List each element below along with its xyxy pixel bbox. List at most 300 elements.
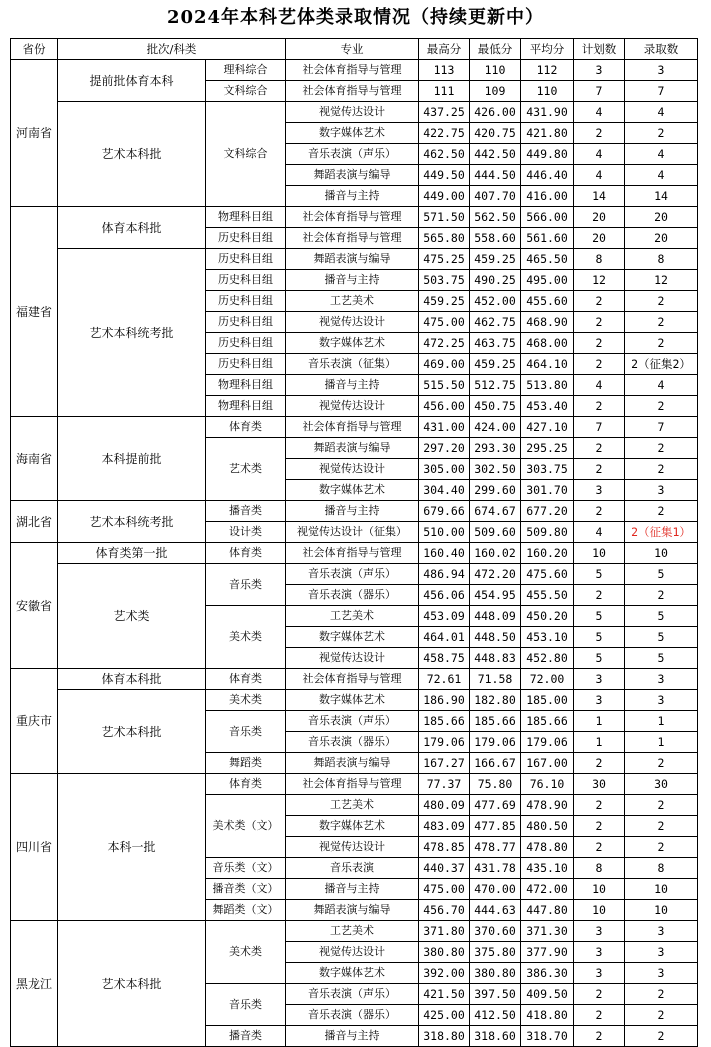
major-cell: 社会体育指导与管理	[286, 81, 419, 102]
subcategory-cell: 文科综合	[206, 81, 286, 102]
plan-count-cell: 1	[574, 732, 625, 753]
table-row	[11, 60, 698, 81]
max-score-cell: 186.90	[419, 690, 470, 711]
major-cell: 舞蹈表演与编导	[286, 165, 419, 186]
max-score-cell: 304.40	[419, 480, 470, 501]
min-score-cell: 412.50	[470, 1005, 521, 1026]
min-score-cell: 71.58	[470, 669, 521, 690]
major-cell: 播音与主持	[286, 375, 419, 396]
major-cell: 视觉传达设计	[286, 648, 419, 669]
major-cell: 音乐表演（声乐）	[286, 711, 419, 732]
province-cell: 安徽省	[11, 543, 58, 669]
major-cell: 舞蹈表演与编导	[286, 753, 419, 774]
max-score-cell: 77.37	[419, 774, 470, 795]
subcategory-cell: 舞蹈类	[206, 753, 286, 774]
province-cell: 河南省	[11, 60, 58, 207]
max-score-cell: 486.94	[419, 564, 470, 585]
max-score-cell: 475.00	[419, 879, 470, 900]
subcategory-cell: 历史科目组	[206, 270, 286, 291]
major-cell: 数字媒体艺术	[286, 480, 419, 501]
admit-count-cell: 2	[625, 795, 698, 816]
min-score-cell: 444.50	[470, 165, 521, 186]
major-cell: 社会体育指导与管理	[286, 543, 419, 564]
avg-score-cell: 295.25	[521, 438, 574, 459]
admit-count-cell: 2	[625, 123, 698, 144]
min-score-cell: 380.80	[470, 963, 521, 984]
table-row	[11, 921, 698, 942]
min-score-cell: 426.00	[470, 102, 521, 123]
subcategory-cell: 理科综合	[206, 60, 286, 81]
major-cell: 播音与主持	[286, 501, 419, 522]
subcategory-cell: 历史科目组	[206, 249, 286, 270]
table-row	[11, 543, 698, 564]
plan-count-cell: 3	[574, 480, 625, 501]
plan-count-cell: 2	[574, 459, 625, 480]
subcategory-cell: 物理科目组	[206, 207, 286, 228]
avg-score-cell: 465.50	[521, 249, 574, 270]
plan-count-cell: 2	[574, 837, 625, 858]
batch-cell: 艺术本科批	[58, 921, 206, 1047]
min-score-cell: 472.20	[470, 564, 521, 585]
subcategory-cell: 音乐类（文）	[206, 858, 286, 879]
header-plan-count: 计划数	[574, 39, 625, 60]
max-score-cell: 167.27	[419, 753, 470, 774]
plan-count-cell: 7	[574, 417, 625, 438]
major-cell: 视觉传达设计	[286, 942, 419, 963]
avg-score-cell: 418.80	[521, 1005, 574, 1026]
plan-count-cell: 3	[574, 690, 625, 711]
min-score-cell: 459.25	[470, 354, 521, 375]
subcategory-cell: 美术类（文）	[206, 795, 286, 858]
subcategory-cell: 美术类	[206, 606, 286, 669]
admission-table-bottom	[10, 500, 698, 1047]
min-score-cell: 558.60	[470, 228, 521, 249]
min-score-cell: 674.67	[470, 501, 521, 522]
min-score-cell: 478.77	[470, 837, 521, 858]
table-row	[11, 417, 698, 438]
plan-count-cell: 2	[574, 795, 625, 816]
admit-count-cell: 3	[625, 942, 698, 963]
plan-count-cell: 3	[574, 942, 625, 963]
major-cell: 舞蹈表演与编导	[286, 249, 419, 270]
max-score-cell: 475.00	[419, 312, 470, 333]
subcategory-cell: 文科综合	[206, 102, 286, 207]
major-cell: 社会体育指导与管理	[286, 60, 419, 81]
admit-count-cell: 2	[625, 501, 698, 522]
plan-count-cell: 2	[574, 438, 625, 459]
major-cell: 视觉传达设计	[286, 837, 419, 858]
min-score-cell: 444.63	[470, 900, 521, 921]
major-cell: 数字媒体艺术	[286, 963, 419, 984]
batch-cell: 艺术本科统考批	[58, 249, 206, 417]
subcategory-cell: 音乐类	[206, 564, 286, 606]
admit-count-cell: 5	[625, 606, 698, 627]
plan-count-cell: 2	[574, 123, 625, 144]
subcategory-cell: 舞蹈类（文）	[206, 900, 286, 921]
header-batch: 批次/科类	[58, 39, 286, 60]
admit-count-cell: 7	[625, 81, 698, 102]
admit-count-cell: 8	[625, 249, 698, 270]
max-score-cell: 380.80	[419, 942, 470, 963]
admit-count-cell: 8	[625, 858, 698, 879]
max-score-cell: 422.75	[419, 123, 470, 144]
min-score-cell: 318.60	[470, 1026, 521, 1047]
max-score-cell: 160.40	[419, 543, 470, 564]
max-score-cell: 437.25	[419, 102, 470, 123]
province-cell: 重庆市	[11, 669, 58, 774]
province-cell: 湖北省	[11, 501, 58, 543]
max-score-cell: 464.01	[419, 627, 470, 648]
table-row	[11, 501, 698, 522]
admit-count-cell: 2	[625, 837, 698, 858]
plan-count-cell: 4	[574, 144, 625, 165]
avg-score-cell: 480.50	[521, 816, 574, 837]
plan-count-cell: 2	[574, 501, 625, 522]
subcategory-cell: 体育类	[206, 543, 286, 564]
admit-count-cell: 14	[625, 186, 698, 207]
admit-count-cell: 10	[625, 879, 698, 900]
avg-score-cell: 566.00	[521, 207, 574, 228]
major-cell: 播音与主持	[286, 186, 419, 207]
min-score-cell: 490.25	[470, 270, 521, 291]
avg-score-cell: 435.10	[521, 858, 574, 879]
admit-count-cell: 2	[625, 333, 698, 354]
avg-score-cell: 677.20	[521, 501, 574, 522]
admit-count-cell: 2	[625, 585, 698, 606]
admit-count-cell: 3	[625, 480, 698, 501]
province-cell: 四川省	[11, 774, 58, 921]
plan-count-cell: 2	[574, 816, 625, 837]
min-score-cell: 454.95	[470, 585, 521, 606]
avg-score-cell: 452.80	[521, 648, 574, 669]
avg-score-cell: 160.20	[521, 543, 574, 564]
admit-count-cell: 30	[625, 774, 698, 795]
avg-score-cell: 464.10	[521, 354, 574, 375]
max-score-cell: 449.50	[419, 165, 470, 186]
plan-count-cell: 3	[574, 60, 625, 81]
batch-cell: 艺术本科批	[58, 102, 206, 207]
plan-count-cell: 2	[574, 1026, 625, 1047]
admit-count-cell: 2	[625, 816, 698, 837]
subcategory-cell: 历史科目组	[206, 354, 286, 375]
plan-count-cell: 3	[574, 921, 625, 942]
plan-count-cell: 4	[574, 375, 625, 396]
min-score-cell: 182.80	[470, 690, 521, 711]
max-score-cell: 571.50	[419, 207, 470, 228]
min-score-cell: 302.50	[470, 459, 521, 480]
table-row	[11, 249, 698, 270]
min-score-cell: 562.50	[470, 207, 521, 228]
plan-count-cell: 2	[574, 396, 625, 417]
table-row	[11, 669, 698, 690]
admit-count-cell: 12	[625, 270, 698, 291]
min-score-cell: 470.00	[470, 879, 521, 900]
plan-count-cell: 4	[574, 102, 625, 123]
max-score-cell: 456.00	[419, 396, 470, 417]
batch-cell: 本科提前批	[58, 417, 206, 501]
avg-score-cell: 112	[521, 60, 574, 81]
min-score-cell: 452.00	[470, 291, 521, 312]
table-row	[11, 564, 698, 585]
min-score-cell: 299.60	[470, 480, 521, 501]
avg-score-cell: 478.80	[521, 837, 574, 858]
admit-count-cell: 5	[625, 627, 698, 648]
admit-count-cell: 4	[625, 375, 698, 396]
avg-score-cell: 427.10	[521, 417, 574, 438]
avg-score-cell: 449.80	[521, 144, 574, 165]
avg-score-cell: 468.00	[521, 333, 574, 354]
subcategory-cell: 历史科目组	[206, 333, 286, 354]
min-score-cell: 375.80	[470, 942, 521, 963]
avg-score-cell: 475.60	[521, 564, 574, 585]
major-cell: 音乐表演（征集）	[286, 354, 419, 375]
page-title: 2024年本科艺体类录取情况（持续更新中）	[166, 7, 545, 28]
major-cell: 社会体育指导与管理	[286, 417, 419, 438]
min-score-cell: 448.83	[470, 648, 521, 669]
major-cell: 播音与主持	[286, 270, 419, 291]
major-cell: 数字媒体艺术	[286, 123, 419, 144]
avg-score-cell: 303.75	[521, 459, 574, 480]
max-score-cell: 679.66	[419, 501, 470, 522]
batch-cell: 艺术本科统考批	[58, 501, 206, 543]
min-score-cell: 160.02	[470, 543, 521, 564]
major-cell: 工艺美术	[286, 795, 419, 816]
admit-count-cell: 2	[625, 1005, 698, 1026]
plan-count-cell: 3	[574, 669, 625, 690]
admit-count-cell: 2	[625, 753, 698, 774]
admit-count-cell: 3	[625, 60, 698, 81]
avg-score-cell: 185.00	[521, 690, 574, 711]
max-score-cell: 440.37	[419, 858, 470, 879]
admit-count-cell: 2	[625, 312, 698, 333]
plan-count-cell: 1	[574, 711, 625, 732]
major-cell: 音乐表演（器乐）	[286, 585, 419, 606]
avg-score-cell: 416.00	[521, 186, 574, 207]
min-score-cell: 448.50	[470, 627, 521, 648]
admit-count-cell: 2	[625, 438, 698, 459]
plan-count-cell: 2	[574, 333, 625, 354]
avg-score-cell: 386.30	[521, 963, 574, 984]
avg-score-cell: 179.06	[521, 732, 574, 753]
admit-count-cell: 2	[625, 984, 698, 1005]
plan-count-cell: 4	[574, 165, 625, 186]
subcategory-cell: 美术类	[206, 921, 286, 984]
table-row	[11, 774, 698, 795]
min-score-cell: 462.75	[470, 312, 521, 333]
avg-score-cell: 371.30	[521, 921, 574, 942]
batch-cell: 提前批体育本科	[58, 60, 206, 102]
avg-score-cell: 453.40	[521, 396, 574, 417]
min-score-cell: 424.00	[470, 417, 521, 438]
max-score-cell: 425.00	[419, 1005, 470, 1026]
admit-count-cell: 4	[625, 165, 698, 186]
avg-score-cell: 495.00	[521, 270, 574, 291]
major-cell: 社会体育指导与管理	[286, 207, 419, 228]
max-score-cell: 113	[419, 60, 470, 81]
plan-count-cell: 4	[574, 522, 625, 543]
max-score-cell: 179.06	[419, 732, 470, 753]
avg-score-cell: 72.00	[521, 669, 574, 690]
avg-score-cell: 421.80	[521, 123, 574, 144]
admit-count-cell: 1	[625, 711, 698, 732]
min-score-cell: 477.85	[470, 816, 521, 837]
major-cell: 数字媒体艺术	[286, 627, 419, 648]
max-score-cell: 72.61	[419, 669, 470, 690]
major-cell: 数字媒体艺术	[286, 816, 419, 837]
subcategory-cell: 体育类	[206, 774, 286, 795]
plan-count-cell: 20	[574, 228, 625, 249]
max-score-cell: 305.00	[419, 459, 470, 480]
admit-count-cell: 1	[625, 732, 698, 753]
admit-count-cell: 2	[625, 291, 698, 312]
max-score-cell: 185.66	[419, 711, 470, 732]
avg-score-cell: 318.70	[521, 1026, 574, 1047]
batch-cell: 体育类第一批	[58, 543, 206, 564]
plan-count-cell: 30	[574, 774, 625, 795]
subcategory-cell: 物理科目组	[206, 375, 286, 396]
subcategory-cell: 艺术类	[206, 438, 286, 501]
max-score-cell: 510.00	[419, 522, 470, 543]
major-cell: 社会体育指导与管理	[286, 228, 419, 249]
table-row	[11, 207, 698, 228]
min-score-cell: 407.70	[470, 186, 521, 207]
max-score-cell: 453.09	[419, 606, 470, 627]
avg-score-cell: 472.00	[521, 879, 574, 900]
plan-count-cell: 2	[574, 1005, 625, 1026]
plan-count-cell: 5	[574, 606, 625, 627]
min-score-cell: 166.67	[470, 753, 521, 774]
avg-score-cell: 185.66	[521, 711, 574, 732]
max-score-cell: 475.25	[419, 249, 470, 270]
avg-score-cell: 450.20	[521, 606, 574, 627]
min-score-cell: 179.06	[470, 732, 521, 753]
max-score-cell: 449.00	[419, 186, 470, 207]
subcategory-cell: 播音类	[206, 501, 286, 522]
max-score-cell: 297.20	[419, 438, 470, 459]
major-cell: 视觉传达设计	[286, 102, 419, 123]
admit-count-cell: 4	[625, 144, 698, 165]
admit-count-cell: 20	[625, 207, 698, 228]
subcategory-cell: 美术类	[206, 690, 286, 711]
major-cell: 视觉传达设计（征集）	[286, 522, 419, 543]
major-cell: 数字媒体艺术	[286, 333, 419, 354]
max-score-cell: 456.70	[419, 900, 470, 921]
avg-score-cell: 110	[521, 81, 574, 102]
avg-score-cell: 301.70	[521, 480, 574, 501]
avg-score-cell: 561.60	[521, 228, 574, 249]
max-score-cell: 431.00	[419, 417, 470, 438]
plan-count-cell: 5	[574, 627, 625, 648]
major-cell: 工艺美术	[286, 291, 419, 312]
header-min-score: 最低分	[470, 39, 521, 60]
min-score-cell: 448.09	[470, 606, 521, 627]
major-cell: 工艺美术	[286, 606, 419, 627]
admit-count-cell: 5	[625, 648, 698, 669]
admit-count-cell: 2（征集2）	[625, 354, 698, 375]
subcategory-cell: 播音类（文）	[206, 879, 286, 900]
admit-count-cell: 2	[625, 459, 698, 480]
min-score-cell: 477.69	[470, 795, 521, 816]
max-score-cell: 459.25	[419, 291, 470, 312]
max-score-cell: 480.09	[419, 795, 470, 816]
batch-cell: 体育本科批	[58, 207, 206, 249]
admit-count-cell: 7	[625, 417, 698, 438]
table-row	[11, 690, 698, 711]
avg-score-cell: 468.90	[521, 312, 574, 333]
admit-count-cell: 2	[625, 396, 698, 417]
admit-count-cell: 3	[625, 963, 698, 984]
subcategory-cell: 历史科目组	[206, 291, 286, 312]
plan-count-cell: 2	[574, 354, 625, 375]
major-cell: 音乐表演（器乐）	[286, 732, 419, 753]
subcategory-cell: 物理科目组	[206, 396, 286, 417]
subcategory-cell: 体育类	[206, 669, 286, 690]
admit-count-cell: 10	[625, 543, 698, 564]
major-cell: 播音与主持	[286, 879, 419, 900]
max-score-cell: 472.25	[419, 333, 470, 354]
min-score-cell: 509.60	[470, 522, 521, 543]
plan-count-cell: 3	[574, 963, 625, 984]
admission-table-top	[10, 38, 698, 501]
admit-count-cell: 5	[625, 564, 698, 585]
min-score-cell: 442.50	[470, 144, 521, 165]
admit-count-cell: 3	[625, 921, 698, 942]
admit-count-cell: 20	[625, 228, 698, 249]
min-score-cell: 293.30	[470, 438, 521, 459]
batch-cell: 体育本科批	[58, 669, 206, 690]
min-score-cell: 109	[470, 81, 521, 102]
province-cell: 福建省	[11, 207, 58, 417]
min-score-cell: 185.66	[470, 711, 521, 732]
max-score-cell: 392.00	[419, 963, 470, 984]
major-cell: 音乐表演（声乐）	[286, 564, 419, 585]
max-score-cell: 462.50	[419, 144, 470, 165]
header-major: 专业	[286, 39, 419, 60]
admit-count-cell: 3	[625, 669, 698, 690]
plan-count-cell: 7	[574, 81, 625, 102]
major-cell: 音乐表演	[286, 858, 419, 879]
major-cell: 播音与主持	[286, 1026, 419, 1047]
table-row	[11, 102, 698, 123]
admit-count-cell: 3	[625, 690, 698, 711]
major-cell: 音乐表演（声乐）	[286, 144, 419, 165]
major-cell: 视觉传达设计	[286, 459, 419, 480]
max-score-cell: 318.80	[419, 1026, 470, 1047]
plan-count-cell: 2	[574, 291, 625, 312]
province-cell: 海南省	[11, 417, 58, 501]
header-avg-score: 平均分	[521, 39, 574, 60]
max-score-cell: 111	[419, 81, 470, 102]
subcategory-cell: 历史科目组	[206, 228, 286, 249]
plan-count-cell: 5	[574, 564, 625, 585]
plan-count-cell: 10	[574, 543, 625, 564]
avg-score-cell: 409.50	[521, 984, 574, 1005]
header-admit-count: 录取数	[625, 39, 698, 60]
admit-count-cell: 10	[625, 900, 698, 921]
avg-score-cell: 447.80	[521, 900, 574, 921]
plan-count-cell: 20	[574, 207, 625, 228]
max-score-cell: 483.09	[419, 816, 470, 837]
major-cell: 视觉传达设计	[286, 396, 419, 417]
min-score-cell: 75.80	[470, 774, 521, 795]
avg-score-cell: 453.10	[521, 627, 574, 648]
batch-cell: 本科一批	[58, 774, 206, 921]
batch-cell: 艺术本科批	[58, 690, 206, 774]
plan-count-cell: 5	[574, 648, 625, 669]
admit-count-cell: 2（征集1）	[625, 522, 698, 543]
avg-score-cell: 455.60	[521, 291, 574, 312]
admit-count-cell: 2	[625, 1026, 698, 1047]
